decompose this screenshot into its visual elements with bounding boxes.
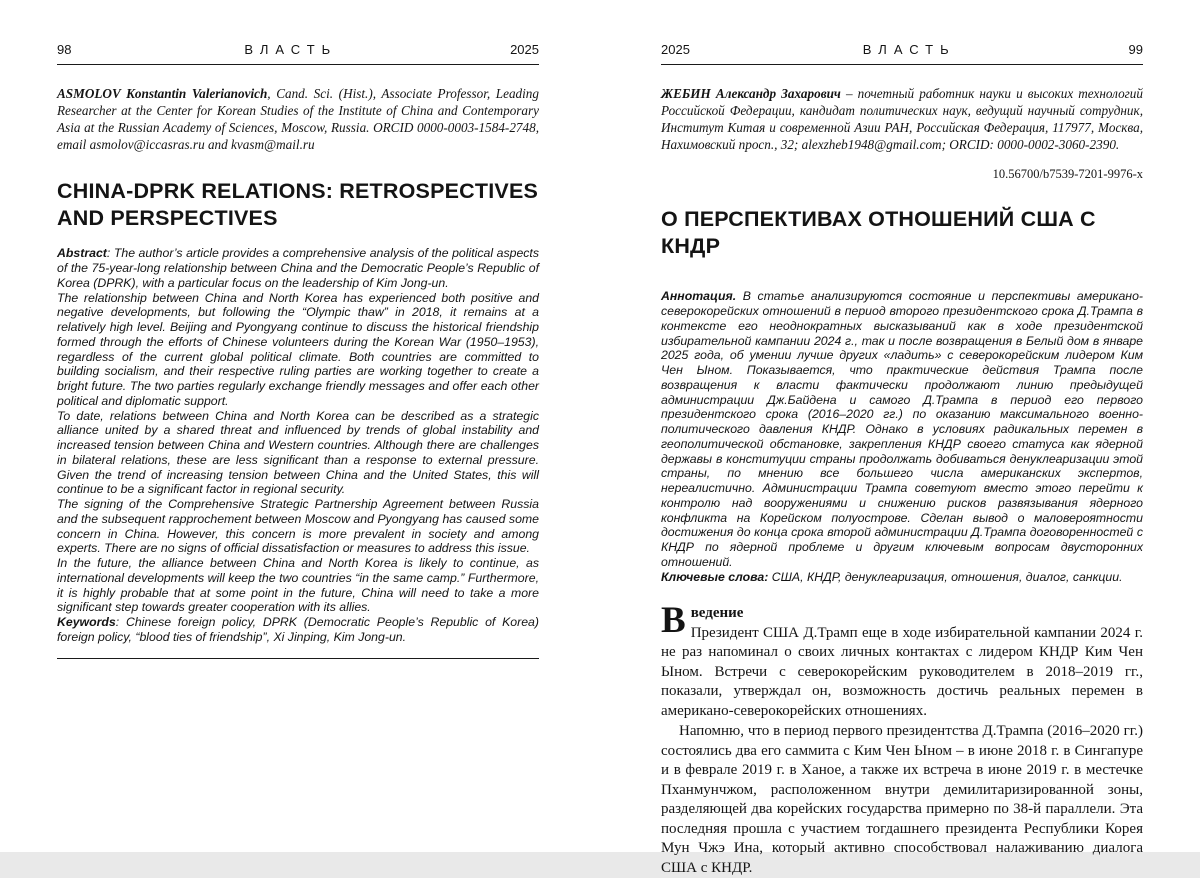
abstract-intro-text: : The author’s article provides a comprehensive analysis of the political aspects of the 75-year-long relationship between China and the Democratic People’s Republic of Korea (DPRK), with a particular focus on the leadership of Kim Jong-un. xyxy=(57,246,539,290)
body-paragraph: Президент США Д.Трамп еще в ходе избирательной кампании 2024 г. не раз напоминал о своих личных контактах с лидером КНДР Ким Чен Ыном. Встречи с северокорейским руководителем в 2018–2019 гг., показали, утверждал он, возможность достичь реальных перемен в американо-северокорейских отношениях. xyxy=(661,624,1143,719)
left-article-title: CHINA-DPRK RELATIONS: RETROSPECTIVES AND PERSPECTIVES xyxy=(57,178,539,230)
journal-name: ВЛАСТЬ xyxy=(244,42,338,57)
annotation-text: В статье анализируются состояние и перспективы американо-северокорейских отношений в период второго президентского срока Д.Трампа в контексте его неоднократных высказываний как в ходе президентской избирательной кампании 2024 г., так и после возвращения в Белый дом в январе 2025 года, об умении лучше других «ладить» с северокорейским лидером Ким Чен Ыном. Показывается, что практические действия Трампа после возвращения к власти фактически продолжают линию предыдущей администрации Дж.Байдена и самого Д.Трампа в период его первого президентского срока (2016–2020 гг.) по оказанию максимального военно-политического давления КНДР. Однако в условиях радикальных перемен в геополитической обстановке, закрепления КНДР своего статуса как ядерной державы в конституции страны продолжать добиваться денуклеаризации этой страны, по мнению все большего числа американских экспертов, нереалистично. Администрации Трампа советуют вместо этого перейти к контролю над вооружениями и снижению рисков развязывания ядерного конфликта на Корейском полуострове. Сделан вывод о маловероятности достижения до конца срока второй администрации Д.Трампа договоренностей с КНДР по ядерной проблеме и другим ключевым вопросам двусторонних отношений. xyxy=(661,289,1143,569)
keywords-text: : Chinese foreign policy, DPRK (Democratic People’s Republic of Korea) foreign policy, “blood ties of friendship”, Xi Jinping, Kim Jong-un. xyxy=(57,615,539,644)
right-author-block xyxy=(661,85,1143,154)
right-article-title: О ПЕРСПЕКТИВАХ ОТНОШЕНИЙ США С КНДР xyxy=(661,206,1096,258)
right-page-number: 99 xyxy=(1128,42,1143,57)
abstract-paragraph xyxy=(57,246,539,290)
keywords-label: Keywords xyxy=(57,615,116,630)
keywords-paragraph xyxy=(57,615,539,645)
right-annotation xyxy=(661,289,1143,584)
abstract-paragraph: The signing of the Comprehensive Strategic Partnership Agreement between Russia and the subsequent rapprochement between Moscow and Pyongyang has caused some concern in China. However, this concern is more prevalent in society and among experts. There are no signs of official dissatisfaction or measures to address this issue. xyxy=(57,497,539,556)
left-page-number: 98 xyxy=(57,42,72,57)
left-running-header xyxy=(57,42,539,65)
left-page xyxy=(57,42,539,659)
abstract-paragraph: In the future, the alliance between China and North Korea is likely to continue, as international developments will keep the two countries “in the same camp.” Furthermore, it is highly probable that at some point in the future, China will need to take a more significant step towards greater cooperation with its allies. xyxy=(57,556,539,615)
left-author-affiliation: , Cand. Sci. (Hist.), Associate Professor, Leading Researcher at the Center for Korean Studies of the Institute of China and Contemporary Asia at the Russian Academy of Sciences, Moscow, Russia. ORCID 0000-0003-1584-2748, email asmolov@iccasras.ru and kvasm@mail.ru xyxy=(57,86,539,153)
abstract-label: Abstract xyxy=(57,246,107,261)
keywords-label: Ключевые слова: xyxy=(661,569,769,584)
left-author-name: ASMOLOV Konstantin Valerianovich xyxy=(57,86,268,101)
right-year: 2025 xyxy=(661,42,690,57)
right-page xyxy=(661,42,1143,878)
doi: 10.56700/b7539-7201-9976-x xyxy=(992,166,1143,181)
abstract-paragraph: To date, relations between China and North Korea can be described as a strategic alliance united by a shared threat and influenced by trends of global instability and increased tension between China and Western countries. Although there are challenges in bilateral relations, these are less significant than a response to external pressure. Given the trend of increasing tension between China and the United States, this will continue to be a significant factor in regional security. xyxy=(57,408,539,497)
left-year: 2025 xyxy=(510,42,539,57)
body-paragraph: Напомню, что в период первого президентства Д.Трампа (2016–2020 гг.) состоялись два его саммита с Ким Чен Ыном – в июне 2018 г. в Сингапуре и в феврале 2019 г. в Ханое, а также их встреча в июне 2019 г. в местечке Пханмунчжом, расположенном внутри демилитаризированной зоны, разделяющей два корейских государства примерно по 38-й параллели. Эта последняя прошла с участием тогдашнего президента Республики Корея Мун Чжэ Ина, который активно способствовал налаживанию диалога США с КНДР. xyxy=(661,723,1143,876)
annotation-paragraph xyxy=(661,289,1143,569)
introduction-section xyxy=(661,600,1143,721)
right-author-name: ЖЕБИН Александр Захарович xyxy=(661,86,841,101)
dropcap-letter: В xyxy=(661,600,686,642)
annotation-label: Аннотация. xyxy=(661,289,737,304)
keywords-paragraph xyxy=(661,570,1143,585)
left-author-block xyxy=(57,85,539,154)
keywords-text: США, КНДР, денуклеаризация, отношения, диалог, санкции. xyxy=(768,569,1123,584)
left-bottom-rule xyxy=(57,658,539,659)
left-abstract xyxy=(57,246,539,644)
abstract-paragraph: The relationship between China and North Korea has experienced both positive and negative developments, but following the “Olympic thaw” in 2018, it remains at a relatively high level. Beijing and Pyongyang continue to discuss the historical friendship formed through the efforts of Chinese volunteers during the Korean War (1950–1953), regardless of the current global political climate. Both countries are committed to building socialism, and their respective ruling parties are working together to create a bright future. The two parties regularly exchange friendly messages and offer each other political and diplomatic support. xyxy=(57,290,539,408)
introduction-heading: ведение xyxy=(690,605,744,622)
right-author-affiliation: – почетный работник науки и высоких технологий Российской Федерации, кандидат политических наук, ведущий научный сотрудник, Институт Китая и современной Азии РАН, Российская Федерация, 117977, Москва, Нахимовский просп., 32; alexzheb1948@gmail.com; ORCID: 0000-0002-3060-2390. xyxy=(661,86,1143,153)
journal-name: ВЛАСТЬ xyxy=(862,42,956,57)
article-body xyxy=(661,600,1143,878)
right-running-header xyxy=(661,42,1143,65)
